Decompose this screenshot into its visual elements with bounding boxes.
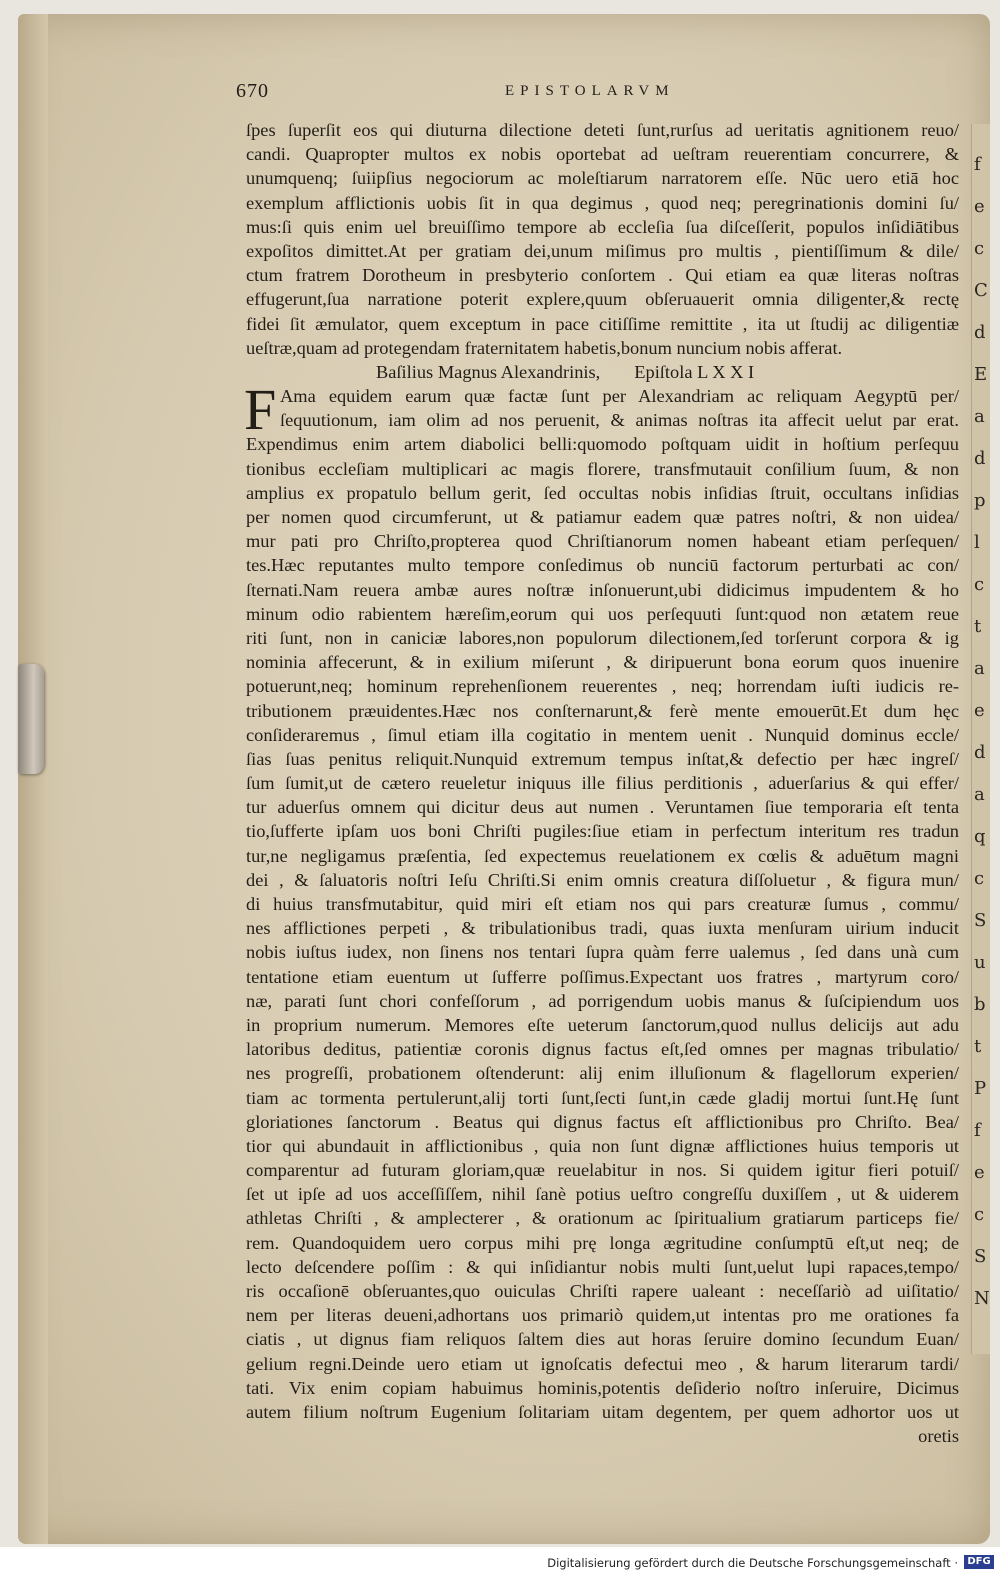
initial-paragraph <box>244 377 959 443</box>
edge-char: c <box>974 1204 985 1225</box>
edge-char: S <box>974 910 987 931</box>
text-line: amplius ex propatulo bellum gerit, ſed occultas nobis inſidias ſtruit, occultans inſidias <box>246 482 959 503</box>
text-line: gloriationes ſanctorum . Beatus qui dignus factus eſt afflictionibus pro Chriſto. Bea/ <box>246 1111 959 1132</box>
text-line: mus:ſi quis enim uel breuiſſimo tempore ab eccleſia ſua diſceſſerit, populos inſidiātibus <box>246 216 959 237</box>
page-clip <box>18 664 44 774</box>
epistle-author: Baſilius Magnus Alexandrinis, <box>376 361 601 382</box>
text-line: mur pati pro Chriſto,propterea quod Chriſtianorum nomen habeant etiam perſequen/ <box>246 531 959 552</box>
text-line: expoſitos dimittet.At per gratiam dei,unum miſimus pro multis , pientiſſimum & dile/ <box>246 240 959 261</box>
text-line: tiam ac tormenta pertulerunt,alij torti ſunt,ſecti ſunt,in cæde gladij mortui ſunt.Hę ſunt <box>246 1087 959 1108</box>
text-line: latoribus deditus, patientiæ coronis dignus factus eſt,ſed omnes per magnas tribulatio/ <box>246 1039 959 1060</box>
edge-char: E <box>974 364 988 385</box>
edge-char: a <box>974 784 985 805</box>
running-head: EPISTOLARVM <box>505 83 675 99</box>
text-line: in proprium numerum. Memores eſte ueterum ſanctorum,quod nullus delicijs aut adu <box>246 1014 959 1035</box>
edge-char: d <box>974 448 986 469</box>
text-line: autem filium noſtrum Eugenium ſolitariam uitam degentem, per quem adhortor uos ut <box>246 1401 959 1422</box>
text-line: tio,ſufferte ipſam uos boni Chriſti pugiles:ſiue etiam in perfectum interitum res tradun <box>246 821 959 842</box>
edge-char: q <box>974 826 986 847</box>
text-line: ſternati.Nam reuera ambæ aures noſtræ inſonuerunt,ubi didicimus impudentem & ho <box>246 579 959 600</box>
text-line: tur aduerſus omnem qui dicitur deus aut numen . Veruntamen ſiue temporaria eſt tenta <box>246 797 959 818</box>
text-line: potuerunt,neq; hominum reprehenſionem reuerentes , neq; horrendam iuſti iudicis re- <box>246 676 959 697</box>
edge-char: d <box>974 322 986 343</box>
edge-char: u <box>974 952 986 973</box>
text-line: ctum fratrem Dorotheum in presbyterio conſortem . Qui etiam ea quæ literas noſtras <box>246 265 959 286</box>
text-line: ſum ſumit,ut de cætero reueletur iniquus ille filius perditionis , aduerſarius & qui effer/ <box>246 773 959 794</box>
edge-char: b <box>974 994 986 1015</box>
page-number: 670 <box>236 80 269 102</box>
text-line: tati. Vix enim copiam habuimus hominis,potentis deſiderio noſtro inſeruire, Dicimus <box>246 1377 959 1398</box>
text-line: lecto deſcendere poſſim : & qui inſidiantur nobis multi ſunt,uelut lupi rapaces,tempo/ <box>246 1256 959 1277</box>
text-line: nobis iuſtus iudex, non ſinens nos tentari ſupra quàm ferre ualemus , ſed dans unà cum <box>246 942 959 963</box>
text-line: Ama equidem earum quæ factæ ſunt per Alexandriam ac reliquam Aegyptū per/ <box>280 386 959 407</box>
edge-char: c <box>974 868 985 889</box>
text-line: ris occaſionē obſeruantes,quo ouiculas Chriſti rapere ualeant : neceſſariò ad uiſitatio/ <box>246 1281 959 1301</box>
edge-char: t <box>974 616 982 637</box>
footer-credit: Digitalisierung gefördert durch die Deutsche Forschungsgemeinschaft · <box>547 1556 958 1570</box>
text-line: ſias ſuas penitus reliquit.Nunquid extremum tempus inſtat,& defectio per hæc ingreſ/ <box>246 748 959 769</box>
text-line: tes.Hæc reputantes multo tempore conſedimus ob nunciū factorum perturbati ac con/ <box>246 555 959 576</box>
edge-char: S <box>974 1246 987 1267</box>
edge-char: a <box>974 658 985 679</box>
text-line: athletas Chriſti , & amplecterer , & orationum ac ſpiritualium gratiarum particeps fie/ <box>246 1208 959 1229</box>
text-line: Expendimus enim artem diabolici belli:quomodo poſtquam uidit in hoſtium perſequu <box>246 434 959 455</box>
text-line: candi. Quapropter multos ex nobis oportebat ad ueſtram reuerentiam concurrere, & <box>246 144 959 165</box>
text-line: tionibus eccleſiam multiplicari ac magis florere, transfmutauit conſilium ſuum, & non <box>246 458 959 479</box>
text-line: exemplum afflictionis uobis ſit in qua degimus , quod neq; peregrinationis domini ſu/ <box>246 192 959 213</box>
catchword: oretis <box>918 1426 959 1447</box>
edge-char: p <box>974 490 986 511</box>
edge-char: a <box>974 406 985 427</box>
text-line: tior qui abundauit in afflictionibus , quia non ſunt dignæ afflictiones huius temporis ut <box>246 1135 959 1156</box>
page-gutter <box>18 14 48 1544</box>
edge-char: f <box>974 1120 981 1141</box>
text-line: nes progreſſi, probationem oſtenderunt: alij enim illuſionum & flagellorum experien/ <box>246 1063 959 1084</box>
text-line: conſideraremus , ſimul etiam illa cogitatio in mentem uenit . Nunquid dominus eccle/ <box>246 724 959 745</box>
text-line: ſet ut ipſe ad uos acceſſiſſem, nihil ſanè potius ueſtro congreſſu duxiſſem , ut & uiderem <box>246 1184 959 1205</box>
text-line: ciatis , ut dignus fiam reliquos ſaltem dies aut horas ſeruire domino ſecundum Euan/ <box>246 1329 959 1350</box>
edge-char: t <box>974 1036 982 1057</box>
edge-char: N <box>974 1288 990 1309</box>
text-lines-top <box>246 118 959 360</box>
edge-char: C <box>974 280 988 301</box>
adjacent-page-edge <box>971 124 990 1354</box>
text-lines-initial <box>246 384 959 432</box>
text-line: minum odio rabientem hæreſim,eorum qui uos perſequuti ſunt:quod non ætatem reue <box>246 603 959 624</box>
edge-char: f <box>974 154 981 175</box>
text-line: di huius transfmutabitur, quid miri eſt etiam nos qui pars creaturæ ſumus , commu/ <box>246 894 959 914</box>
edge-char: e <box>974 196 985 217</box>
text-line: nominia affecerunt, & in exilium miſerunt , & diripuerunt bona eorum quos inuenire <box>246 652 959 673</box>
text-line: effugerunt,ſua narratione poterit explere,quum obſeruauerit omnia diligenter,& rectę <box>246 289 959 310</box>
epistle-heading <box>246 360 959 384</box>
edge-char: e <box>974 1162 985 1183</box>
text-line: ſequutionum, iam olim ad nos peruenit, & animas noſtras ita affecit uelut par erat. <box>280 410 959 431</box>
text-line: dei , & ſaluatoris noſtri Ieſu Chriſti.Si enim omnis creatura diſſoluetur , & figura mun/ <box>246 869 959 890</box>
text-line: tur,ne negligamus præſentia, ſed expectemus reuelationem ex cœlis & aduētum magni <box>246 845 959 866</box>
text-line: gelium regni.Deinde uero etiam ut ignoſcatis defectui meo , & harum literarum tardi/ <box>246 1353 959 1374</box>
text-line: tentatione etiam euentum ut ſufferre poſſimus.Expectant uos fratres , martyrum coro/ <box>246 966 959 987</box>
text-line: ſpes ſuperſit eos qui diuturna dilectione deteti ſunt,rurſus ad ueritatis agnitionem reuo/ <box>246 120 959 140</box>
edge-char: c <box>974 574 985 595</box>
digitization-footer <box>0 1547 1000 1577</box>
edge-char: c <box>974 238 985 259</box>
main-text-block <box>246 118 959 1448</box>
drop-initial: F <box>244 377 277 443</box>
edge-char: d <box>974 742 986 763</box>
text-line: nem per literas deueni,adhortans uos primariò quidem,ut intentas pro me orationes fa <box>246 1305 959 1326</box>
text-lines-body <box>246 432 959 1424</box>
text-line: fidei ſit æmulator, quem exceptum in pace citiſſime remittite , ita ut ſtudij ac diligentiæ <box>246 313 959 334</box>
text-line: riti ſunt, non in caniciæ labores,non populorum dilectionem,ſed torſerunt corpora & ig <box>246 627 959 648</box>
text-line: tributionem præuidentes.Hæc nos conſternarunt,& ferè mente emouerūt.Et dum hęc <box>246 700 959 721</box>
edge-char: P <box>974 1078 987 1099</box>
text-line: ueſtræ,quam ad protegendam fraternitatem habetis,bonum nuncium nobis afferat. <box>246 337 843 358</box>
text-line: næ, parati ſunt chori confeſſorum , ad porrigendum uobis manus & ſuſcipiendum uos <box>246 990 959 1011</box>
edge-char: e <box>974 700 985 721</box>
text-line: per nomen quod circumferunt, ut & patiamur eadem quæ patres noſtri, & non uidea/ <box>246 507 959 527</box>
text-line: unumquenq; ſuiipſius negociorum ac moleſtiarum narratorem eſſe. Nūc uero etiā hoc <box>246 168 959 189</box>
edge-char: l <box>974 532 980 553</box>
text-line: rem. Quandoquidem uero corpus mihi prę longa ægritudine conſumptū eſt,ut neq; de <box>246 1232 959 1253</box>
text-line: nes afflictiones perpeti , & tribulationibus tradi, quas iuxta menſuram uirium inducit <box>246 918 959 939</box>
text-line: comparentur ad futuram gloriam,quæ reuelabitur in nos. Si quidem igitur fieri potuiſ/ <box>246 1160 959 1181</box>
dfg-logo: DFG <box>964 1555 994 1569</box>
epistle-number: Epiſtola L X X I <box>634 361 755 382</box>
